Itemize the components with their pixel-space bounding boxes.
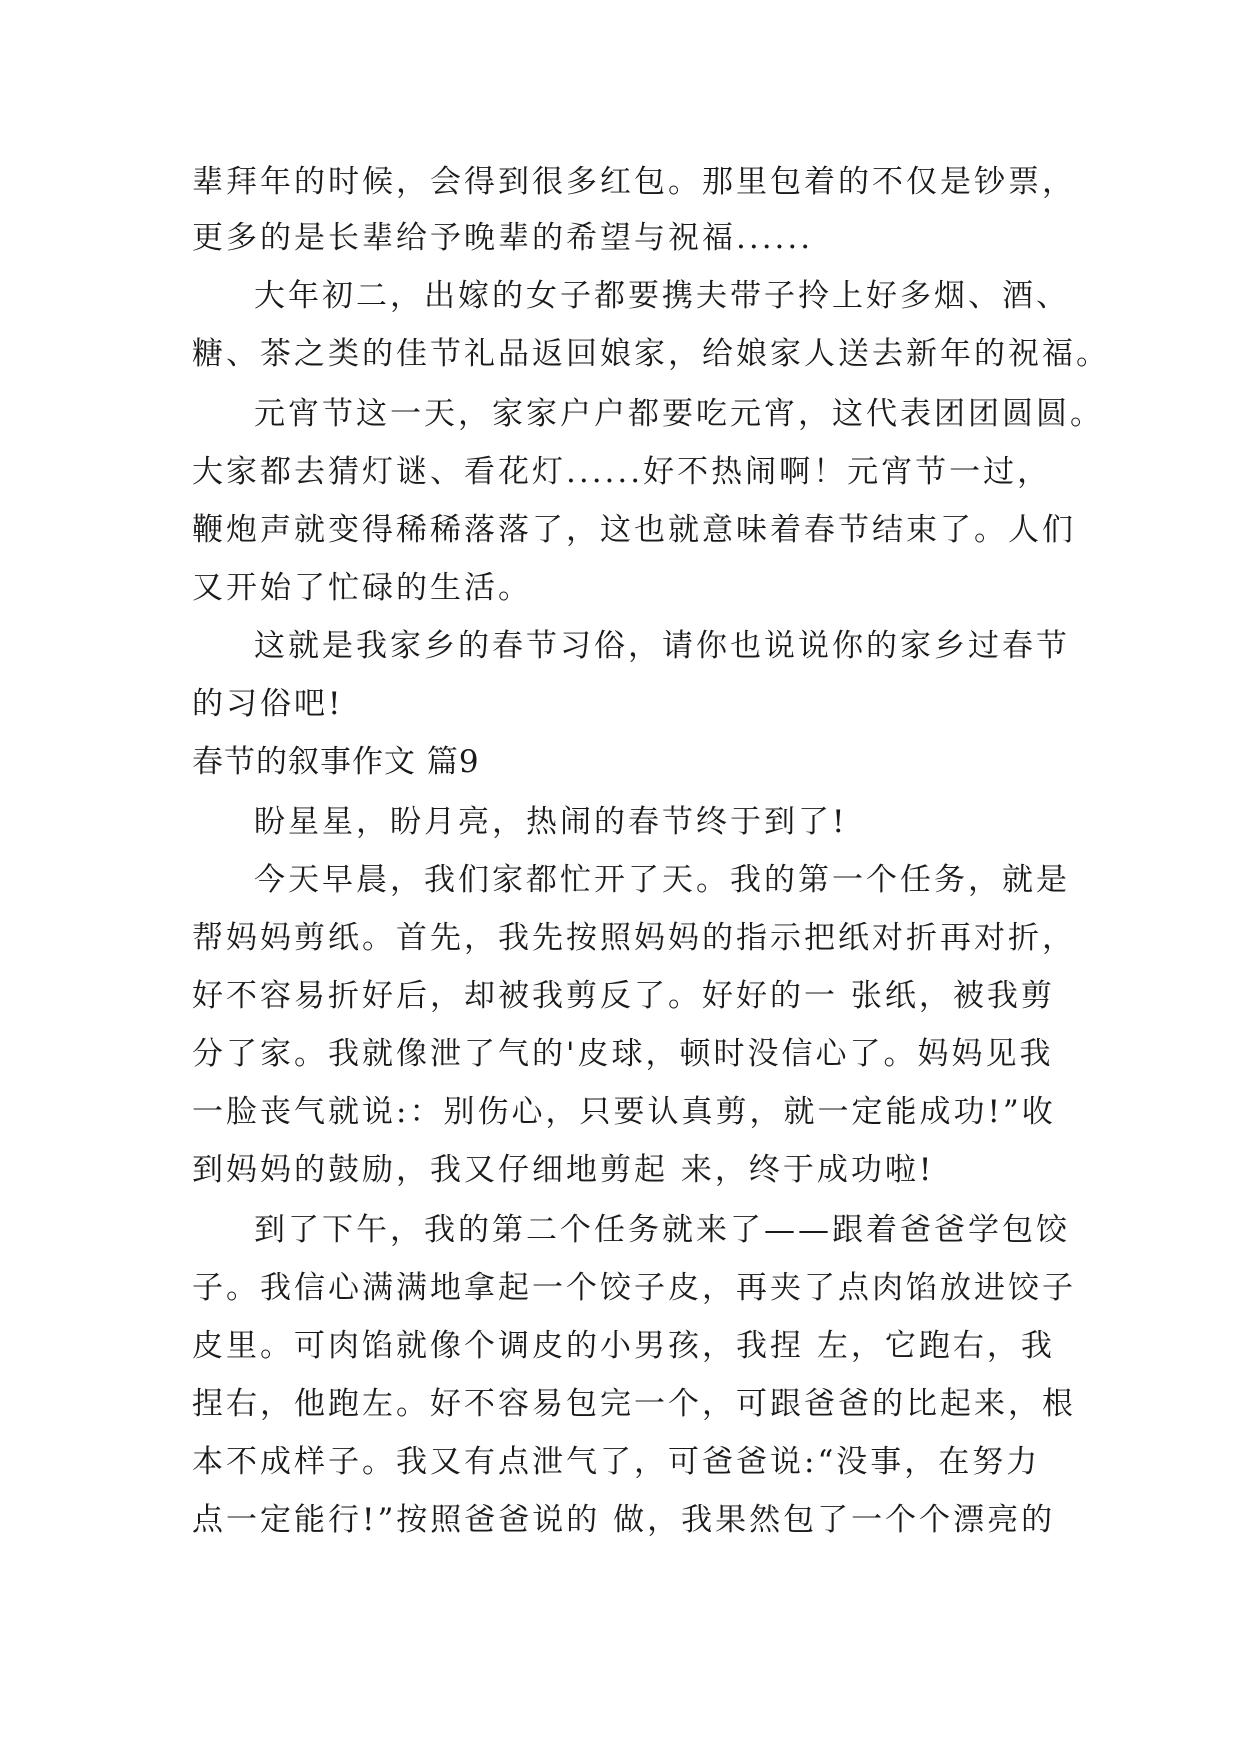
- text-line-24: 点一定能行!”按照爸爸说的 做，我果然包了一个个漂亮的: [192, 1502, 1056, 1538]
- text-line-21: 皮里。可肉馅就像个调皮的小男孩，我捏 左，它跑右，我: [192, 1328, 1055, 1364]
- text-line-19: 到了下午，我的第二个任务就来了——跟着爸爸学包饺: [254, 1212, 1070, 1248]
- text-line-10: 的习俗吧!: [192, 686, 344, 722]
- text-line-12: 盼星星，盼月亮，热闹的春节终于到了!: [254, 804, 848, 840]
- text-line-6: 大家都去猜灯谜、看花灯......好不热闹啊！元宵节一过，: [192, 454, 1052, 490]
- text-line-2: 更多的是长辈给予晚辈的希望与祝福......: [192, 220, 814, 256]
- text-line-7: 鞭炮声就变得稀稀落落了，这也就意味着春节结束了。人们: [192, 512, 1076, 548]
- text-line-1: 辈拜年的时候，会得到很多红包。那里包着的不仅是钞票，: [192, 164, 1076, 200]
- text-line-23: 本不成样子。我又有点泄气了，可爸爸说:“没事，在努力: [192, 1444, 1041, 1480]
- text-line-18: 到妈妈的鼓励，我又仔细地剪起 来，终于成功啦!: [192, 1152, 935, 1188]
- text-line-22: 捏右，他跑左。好不容易包完一个，可跟爸爸的比起来，根: [192, 1386, 1076, 1422]
- text-line-8: 又开始了忙碌的生活。: [192, 570, 532, 606]
- text-line-17: 一脸丧气就说:：别伤心，只要认真剪，就一定能成功!”收: [192, 1094, 1056, 1130]
- text-line-16: 分了家。我就像泄了气的'皮球，顿时没信心了。妈妈见我: [192, 1036, 1054, 1072]
- text-line-13: 今天早晨，我们家都忙开了天。我的第一个任务，就是: [254, 862, 1070, 898]
- text-line-20: 子。我信心满满地拿起一个饺子皮，再夹了点肉馅放进饺子: [192, 1270, 1076, 1306]
- text-line-4: 糖、茶之类的佳节礼品返回娘家，给娘家人送去新年的祝福。: [192, 336, 1110, 372]
- text-line-9: 这就是我家乡的春节习俗，请你也说说你的家乡过春节: [254, 628, 1070, 664]
- text-line-3: 大年初二，出嫁的女子都要携夫带子拎上好多烟、酒、: [254, 278, 1070, 314]
- text-line-5: 元宵节这一天，家家户户都要吃元宵，这代表团团圆圆。: [254, 396, 1104, 432]
- text-line-15: 好不容易折好后，却被我剪反了。好好的一 张纸，被我剪: [192, 978, 1055, 1014]
- text-line-14: 帮妈妈剪纸。首先，我先按照妈妈的指示把纸对折再对折，: [192, 920, 1076, 956]
- section-heading: 春节的叙事作文 篇9: [192, 744, 480, 780]
